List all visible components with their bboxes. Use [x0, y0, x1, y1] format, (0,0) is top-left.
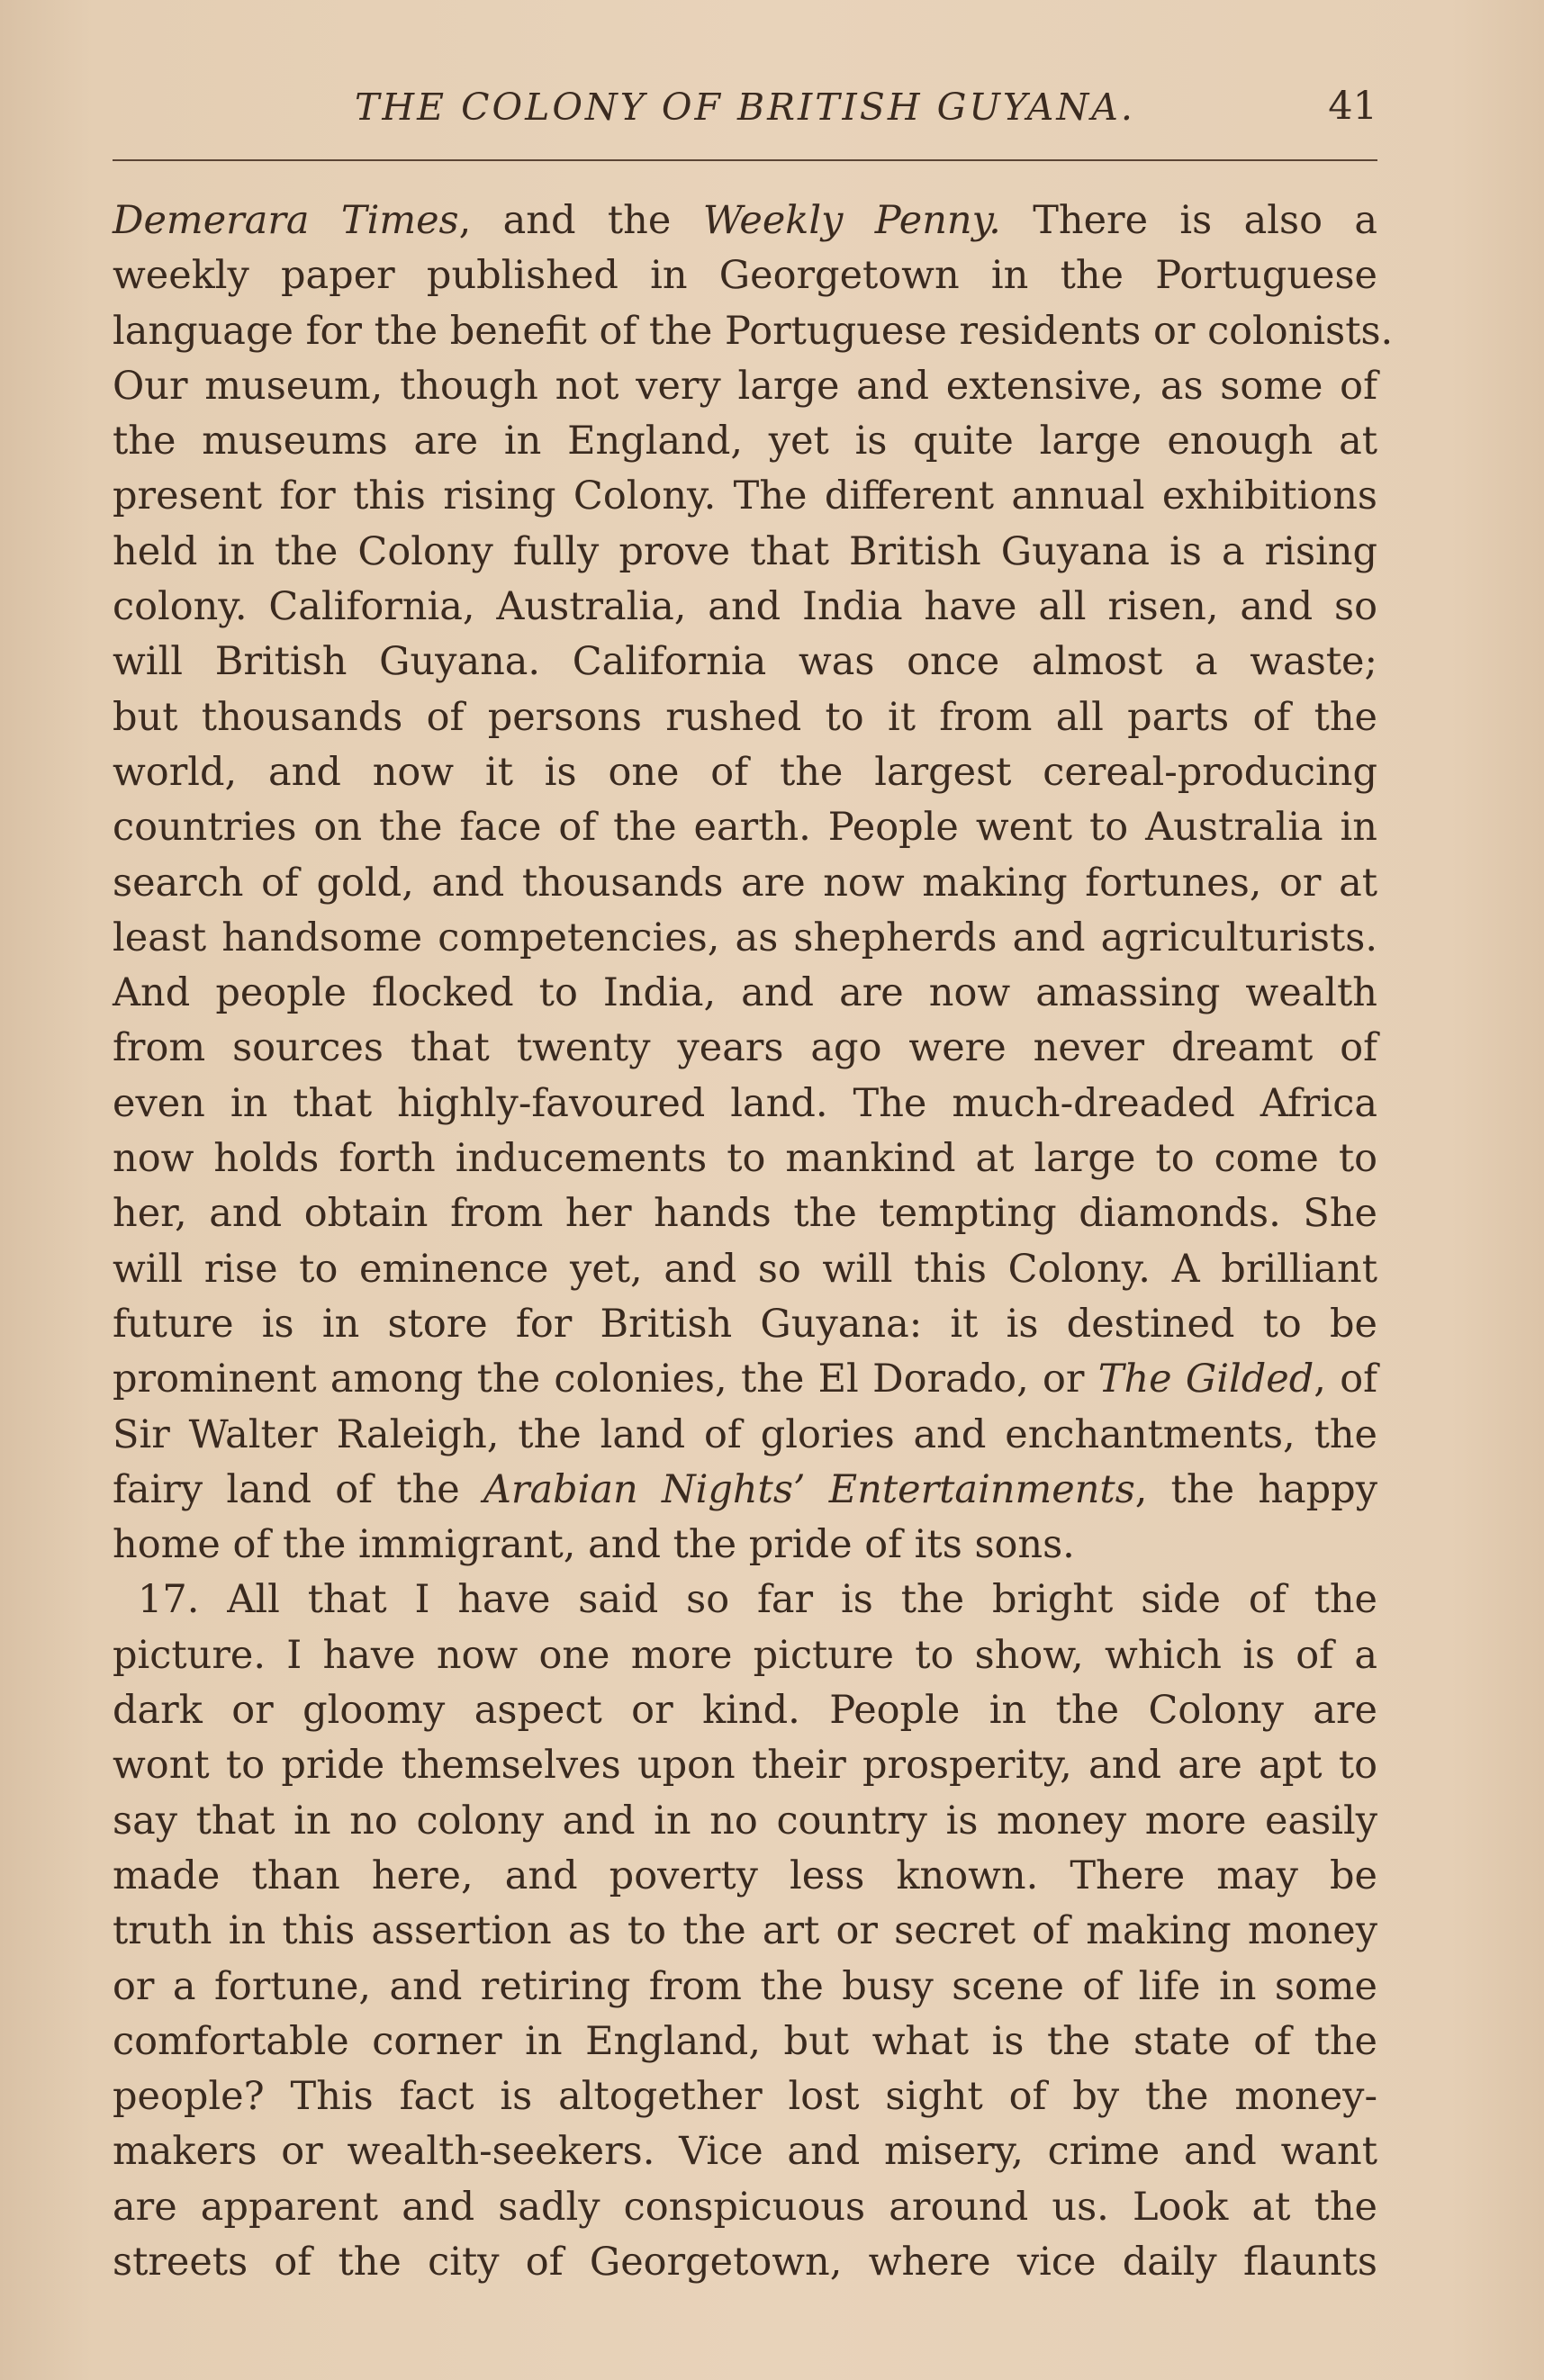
- text-run: or a fortune, and retiring from the busy scene of life in some: [113, 1963, 1377, 2009]
- text-run: search of gold, and thousands are now making fortunes, or at: [113, 860, 1377, 906]
- text-run: Our museum, though not very large and extensive, as some of: [113, 363, 1377, 409]
- text-run: , and the: [458, 198, 703, 243]
- text-run: now holds forth inducements to mankind at large to come to: [113, 1136, 1377, 1182]
- text-line: [113, 1738, 1377, 1793]
- text-line: [113, 1463, 1377, 1518]
- text-run: prominent among the colonies, the El Dorado, or: [113, 1357, 1098, 1402]
- body-text: [113, 194, 1394, 2290]
- text-run: There is also a: [1000, 198, 1377, 243]
- text-line: [113, 580, 1377, 635]
- running-header: [113, 86, 1377, 149]
- text-line: [113, 966, 1377, 1021]
- text-run: held in the Colony fully prove that British Guyana is a rising: [113, 528, 1377, 574]
- text-run: dark or gloomy aspect or kind. People in the Colony are: [113, 1688, 1377, 1734]
- text-run: home of the immigrant, and the pride of its sons.: [113, 1522, 1075, 1568]
- book-page: [113, 84, 1394, 2285]
- text-run: the museums are in England, yet is quite large enough at: [113, 419, 1377, 464]
- italic-text: Weekly Penny.: [702, 198, 1001, 243]
- text-line: [113, 525, 1377, 580]
- text-line: [113, 911, 1377, 966]
- text-line: [113, 1904, 1377, 1959]
- text-run: say that in no colony and in no country is money more easily: [113, 1798, 1377, 1844]
- text-line: [113, 414, 1377, 469]
- text-line: [113, 856, 1377, 911]
- text-run: world, and now it is one of the largest cereal-producing: [113, 749, 1377, 795]
- italic-text: The Gilded: [1097, 1357, 1314, 1402]
- text-line: [113, 304, 1394, 359]
- text-line: [113, 635, 1377, 690]
- text-run: , the happy: [1134, 1466, 1377, 1512]
- text-line: [113, 1408, 1377, 1463]
- text-run: picture. I have now one more picture to show, which is of a: [113, 1632, 1377, 1678]
- page-number: 41: [1328, 84, 1377, 129]
- text-run: future is in store for British Guyana: it is destined to be: [113, 1301, 1377, 1347]
- text-line: [113, 1794, 1377, 1849]
- text-run: present for this rising Colony. The different annual exhibitions: [113, 473, 1377, 519]
- text-line: [113, 194, 1377, 248]
- header-title: THE COLONY OF BRITISH GUYANA.: [355, 86, 1135, 129]
- text-line: [113, 469, 1377, 524]
- text-run: from sources that twenty years ago were never dreamt of: [113, 1025, 1377, 1071]
- text-run: , of: [1314, 1357, 1377, 1402]
- text-line: [113, 2069, 1377, 2124]
- text-line: [113, 1186, 1377, 1241]
- text-run: are apparent and sadly conspicuous around us. Look at the: [113, 2184, 1377, 2230]
- text-line: [113, 1242, 1377, 1297]
- text-line: [113, 2235, 1377, 2290]
- text-line: [113, 1352, 1377, 1407]
- text-run: will British Guyana. California was once almost a waste;: [113, 639, 1377, 685]
- text-line: [113, 1628, 1377, 1683]
- header-rule: [113, 159, 1377, 161]
- text-run: but thousands of persons rushed to it from all parts of the: [113, 694, 1377, 740]
- text-run: colony. California, Australia, and India have all risen, and so: [113, 584, 1377, 630]
- text-line: [113, 1960, 1377, 2015]
- text-run: people? This fact is altogether lost sight of by the money-: [113, 2074, 1377, 2120]
- text-run: even in that highly-favoured land. The much-dreaded Africa: [113, 1080, 1377, 1126]
- text-run: made than here, and poverty less known. There may be: [113, 1853, 1377, 1898]
- italic-text: Arabian Nights’ Entertainments: [483, 1466, 1135, 1512]
- text-line: [113, 1021, 1377, 1076]
- text-line: [113, 1573, 1377, 1627]
- text-run: truth in this assertion as to the art or secret of making money: [113, 1908, 1377, 1954]
- text-run: And people flocked to India, and are now amassing wealth: [113, 970, 1377, 1016]
- text-run: Sir Walter Raleigh, the land of glories and enchantments, the: [113, 1411, 1377, 1457]
- text-line: [113, 2015, 1377, 2069]
- text-run: wont to pride themselves upon their prosperity, and are apt to: [113, 1743, 1377, 1789]
- text-line: [113, 690, 1377, 745]
- text-run: least handsome competencies, as shepherds and agriculturists.: [113, 915, 1377, 960]
- text-run: language for the benefit of the Portuguese residents or colonists.: [113, 308, 1394, 354]
- text-run: comfortable corner in England, but what is the state of the: [113, 2018, 1377, 2064]
- text-line: [113, 2180, 1377, 2235]
- text-run: her, and obtain from her hands the tempting diamonds. She: [113, 1191, 1377, 1237]
- text-line: [113, 1131, 1377, 1186]
- text-line: [113, 1518, 1377, 1573]
- text-run: weekly paper published in Georgetown in the Portuguese: [113, 253, 1377, 299]
- text-line: [113, 1297, 1377, 1352]
- text-run: makers or wealth-seekers. Vice and misery, crime and want: [113, 2129, 1377, 2175]
- text-line: [113, 1077, 1377, 1131]
- text-line: [113, 745, 1377, 800]
- text-run: fairy land of the: [113, 1466, 483, 1512]
- text-line: [113, 248, 1377, 303]
- text-run: will rise to eminence yet, and so will this Colony. A brilliant: [113, 1246, 1377, 1292]
- text-run: streets of the city of Georgetown, where vice daily flaunts: [113, 2239, 1377, 2285]
- italic-text: Demerara Times: [113, 198, 459, 243]
- text-run: countries on the face of the earth. People went to Australia in: [113, 805, 1377, 851]
- text-line: [113, 1849, 1377, 1904]
- text-line: [113, 800, 1377, 855]
- text-line: [113, 2124, 1377, 2179]
- text-line: [113, 1683, 1377, 1738]
- text-line: [113, 359, 1377, 414]
- text-run: 17. All that I have said so far is the bright side of the: [138, 1577, 1377, 1623]
